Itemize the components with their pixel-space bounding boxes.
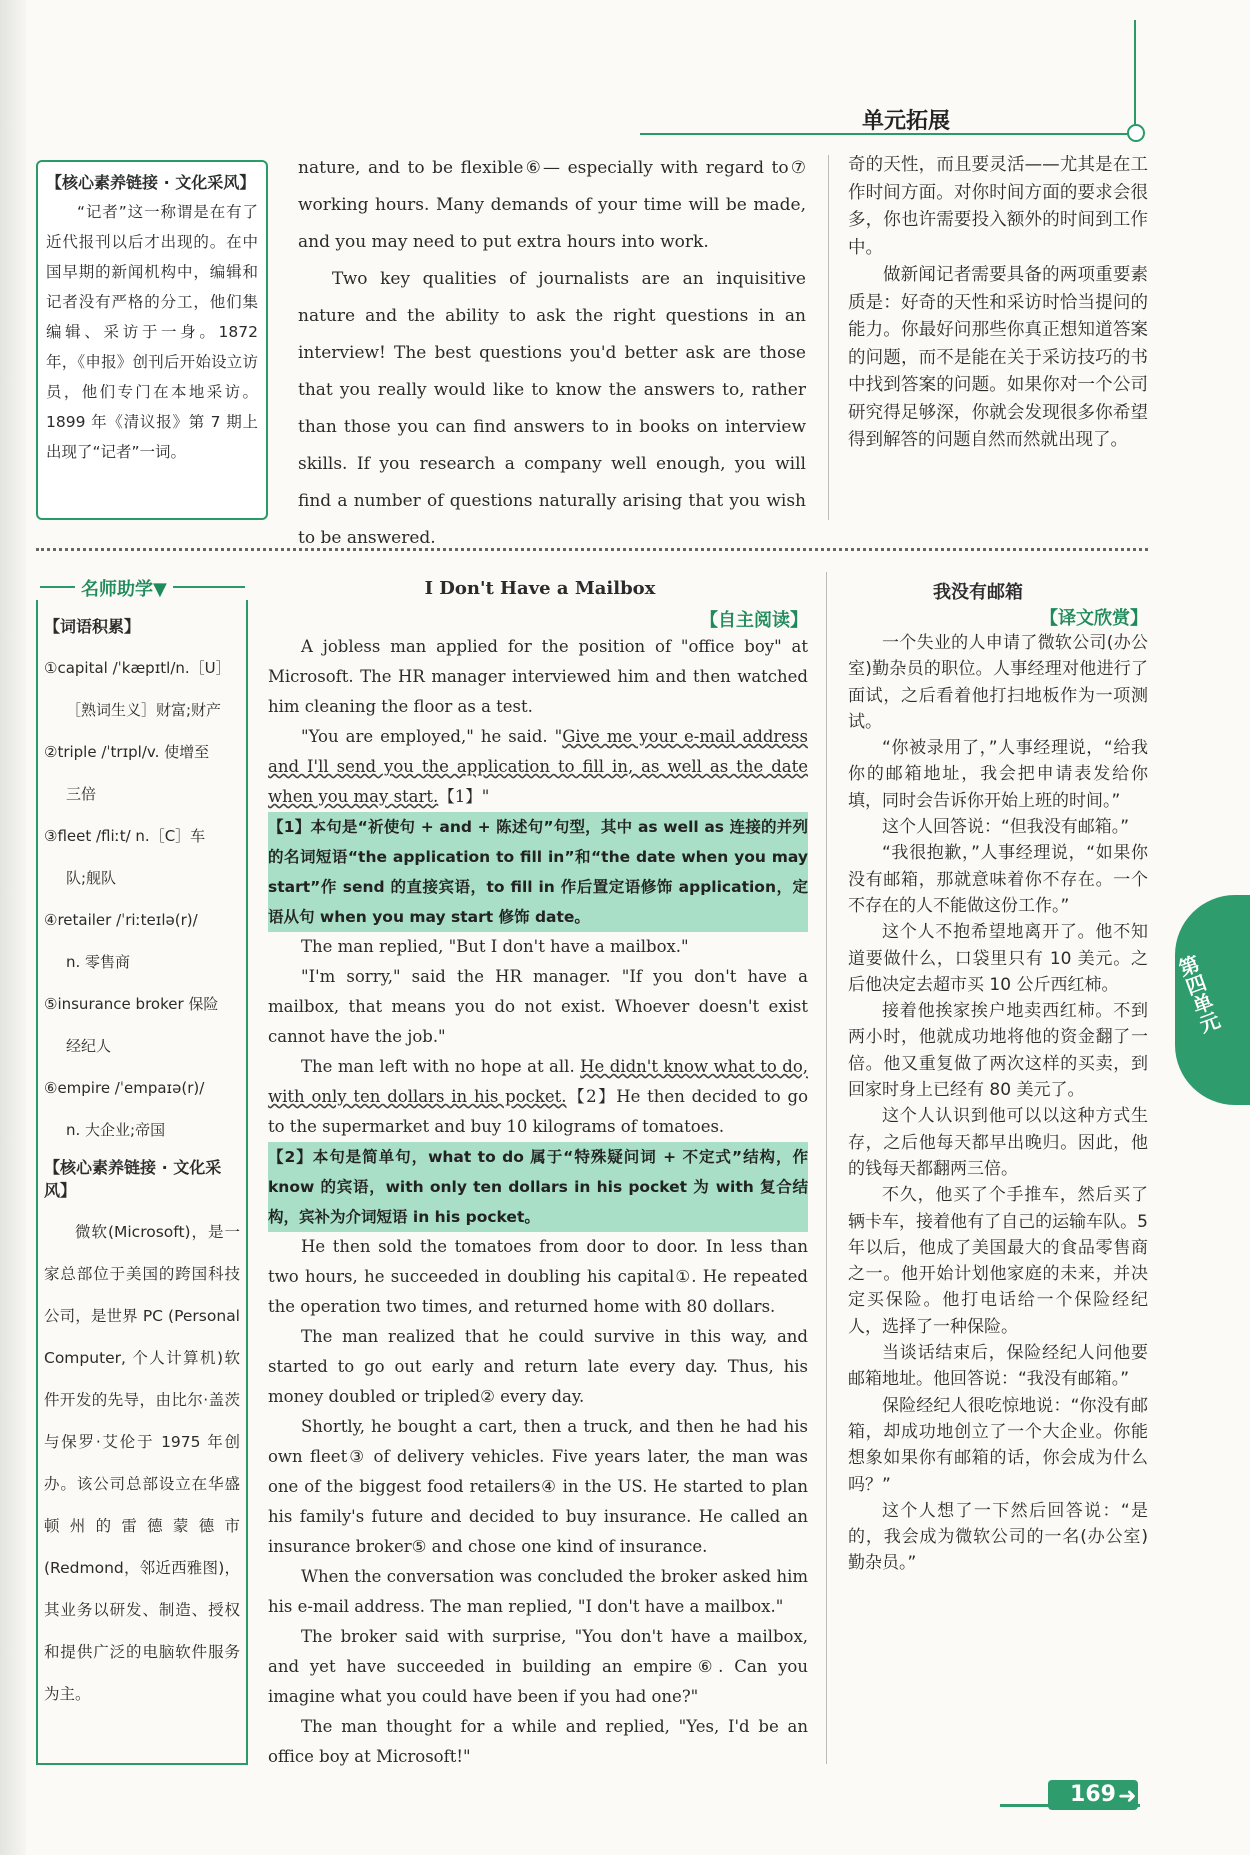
- vocab-list: [44, 647, 240, 1151]
- vocab-item: ③fleet /fliːt/ n.［C］车 队;舰队: [44, 827, 206, 887]
- underlined-sentence-1: Give me your e-mail address and I'll send you the application to fill in, as well as the date when you may start.: [268, 727, 808, 806]
- header-vertical-rule: [1134, 20, 1136, 132]
- column-divider: [826, 572, 827, 1764]
- translation-paragraph: 一个失业的人申请了微软公司(办公室)勤杂员的职位。人事经理对他进行了面试，之后看着他打扫地板作为一项测试。: [848, 633, 1148, 732]
- article-p8: Shortly, he bought a cart, then a truck, and then he had his own fleet③ of delivery vehicles. Five years later, the man was one of the biggest food retailers④ in the US. He started to plan his family's future and decided to buy insurance. He called an insurance broker⑤ and chose one kind of insurance.: [268, 1417, 808, 1556]
- article-p11: The man thought for a while and replied, "Yes, I'd be an office boy at Microsoft!": [268, 1717, 808, 1766]
- grammar-note-2: 【2】本句是简单句，what to do 属于“特殊疑问词 + 不定式”结构，作 know 的宾语，with only ten dollars in his pocket 为 with 复合结构，宾补为介词短语 in his pocket。: [268, 1142, 808, 1232]
- header-bulb-icon: [1127, 124, 1145, 142]
- grammar-note-1: 【1】本句是“祈使句 + and + 陈述句”句型，其中 as well as 连接的并列的名词短语“the application to fill in”和“the date when you may start”作 send 的直接宾语，to fill in 作后置定语修饰 application，定语从句 when you may start 修饰 date。: [268, 812, 808, 932]
- translation-paragraph: 当谈话结束后，保险经纪人问他要邮箱地址。他回答说：“我没有邮箱。”: [848, 1343, 1148, 1390]
- sidebar-header-label: 名师助学▼: [75, 575, 173, 601]
- top-culture-box: [36, 160, 268, 520]
- section-separator: [36, 548, 1148, 551]
- page-arrow-icon: ➜: [1118, 1784, 1137, 1809]
- article-p5: The man left with no hope at all. He didn't know what to do, with only ten dollars in his pocket.【2】He then decided to go to the supermarket and buy 10 kilograms of tomatoes.: [268, 1057, 809, 1136]
- unit-extension-title: 单元拓展: [861, 109, 950, 134]
- top-chinese-text: [848, 152, 1148, 455]
- unit-side-tab-label: 第四单元: [1172, 952, 1223, 1037]
- vocab-item: ④retailer /ˈriːteɪlə(r)/ n. 零售商: [44, 911, 198, 971]
- translation-paragraph: 不久，他买了个手推车，然后买了辆卡车，接着他有了自己的运输车队。5 年以后，他成了美国最大的食品零售商之一。他开始计划他家庭的未来，并决定买保险。他打电话给一个保险经纪人，选择了一种保险。: [848, 1185, 1148, 1337]
- translation-tag: 【译文欣赏】: [1040, 608, 1148, 629]
- top-chinese-p1: 奇的天性，而且要灵活——尤其是在工作时间方面。对你时间方面的要求会很多，你也许需要投入额外的时间到工作中。: [848, 155, 1148, 258]
- article-p10: The broker said with surprise, "You don't have a mailbox, and yet have succeeded in building an empire⑥. Can you imagine what you could have been if you had one?": [268, 1627, 808, 1706]
- top-culture-text: “记者”这一称谓是在有了近代报刊以后才出现的。在中国早期的新闻机构中，编辑和记者没有严格的分工，他们集编辑、采访于一身。1872 年，《申报》创刊后开始设立访员，他们专门在本地采访。1899 年《清议报》第 7 期上出现了“记者”一词。: [46, 203, 258, 461]
- translation-paragraph: 保险经纪人很吃惊地说：“你没有邮箱，却成功地创立了一个大企业。你能想象如果你有邮箱的话，你会成为什么吗？”: [848, 1395, 1148, 1495]
- translation-title: 我没有邮箱: [933, 582, 1023, 603]
- top-chinese-p2: 做新闻记者需要具备的两项重要素质是：好奇的天性和采访时恰当提问的能力。你最好问那些你真正想知道答案的问题，而不是能在关于采访技巧的书中找到答案的问题。如果你对一个公司研究得足够深，你就会发现很多你希望得到解答的问题自然而然就出现了。: [848, 265, 1148, 450]
- article-title: I Don't Have a Mailbox: [424, 578, 656, 599]
- page-number: 169: [1048, 1780, 1138, 1810]
- translation-paragraph: 这个人不抱希望地离开了。他不知道要做什么，口袋里只有 10 美元。之后他决定去超市买 10 公斤西红柿。: [848, 922, 1148, 995]
- translation-body: [848, 630, 1148, 1577]
- article-p4: "I'm sorry," said the HR manager. "If you don't have a mailbox, that means you do not exist. Whoever doesn't exist cannot have the job.": [268, 967, 808, 1046]
- article-p9: When the conversation was concluded the broker asked him his e-mail address. The man replied, "I don't have a mailbox.": [268, 1567, 808, 1616]
- vocab-item: ②triple /ˈtrɪpl/v. 使增至 三倍: [44, 743, 210, 803]
- article-p1: A jobless man applied for the position of "office boy" at Microsoft. The HR manager interviewed him and then watched him cleaning the floor as a test.: [268, 637, 808, 716]
- article-p6: He then sold the tomatoes from door to door. In less than two hours, he succeeded in doubling his capital①. He repeated the operation two times, and returned home with 80 dollars.: [268, 1237, 808, 1316]
- teacher-help-sidebar: [36, 600, 248, 1765]
- article-p2: "You are employed," he said. "Give me your e-mail address and I'll send you the application to fill in, as well as the date when you may start.【1】": [268, 727, 808, 806]
- sidebar-header: [40, 575, 245, 600]
- sidebar-culture-text: 微软(Microsoft)，是一家总部位于美国的跨国科技公司，是世界 PC (Personal Computer, 个人计算机)软件开发的先导，由比尔·盖茨与保罗·艾伦于 1975 年创办。该公司总部设立在华盛顿州的雷德蒙德市(Redmond，邻近西雅图)，其业务以研发、制造、授权和提供广泛的电脑软件服务为主。: [44, 1223, 240, 1703]
- page-edge: [0, 0, 26, 1855]
- translation-paragraph: 这个人回答说：“但我没有邮箱。”: [882, 817, 1130, 838]
- translation-paragraph: 这个人想了一下然后回答说：“是的，我会成为微软公司的一名(办公室)勤杂员。”: [848, 1500, 1148, 1574]
- top-english-text: [298, 150, 806, 557]
- vocab-item: ①capital /ˈkæpɪtl/n.［U］ ［熟词生义］财富;财产: [44, 659, 231, 719]
- translation-paragraph: “我很抱歉，”人事经理说，“如果你没有邮箱，那就意味着你不存在。一个不存在的人不能做这份工作。”: [848, 843, 1148, 916]
- vocab-item: ⑤insurance broker 保险 经纪人: [44, 995, 219, 1055]
- vocab-title: 【词语积累】: [44, 617, 141, 636]
- top-english-p1: nature, and to be flexible⑥— especially with regard to⑦ working hours. Many demands of your time will be made, and you may need to put extra hours into work.: [298, 158, 806, 252]
- article-p7: The man realized that he could survive in this way, and started to go out early and return late every day. Thus, his money doubled or tripled② every day.: [268, 1327, 808, 1406]
- vocab-item: ⑥empire /ˈempaɪə(r)/ n. 大企业;帝国: [44, 1079, 205, 1139]
- sidebar-culture: [44, 1211, 240, 1715]
- article-p3: The man replied, "But I don't have a mailbox.": [301, 937, 689, 956]
- self-reading-tag: 【自主阅读】: [700, 610, 808, 631]
- underlined-sentence-2: He didn't know what to do, with only ten dollars in his pocket.: [268, 1057, 808, 1106]
- translation-paragraph: “你被录用了，”人事经理说，“给我你的邮箱地址，我会把申请表发给你填，同时会告诉你开始上班的时间。”: [848, 738, 1148, 811]
- unit-side-tab: [1172, 895, 1250, 1105]
- top-english-p2: Two key qualities of journalists are an inquisitive nature and the ability to ask the right questions in an interview! The best questions you'd better ask are those that you really would like to know the answers to, rather than those you can find answers to in books on interview skills. If you research a company well enough, you will find a number of questions naturally arising that you wish to be answered.: [298, 269, 806, 548]
- translation-paragraph: 这个人认识到他可以以这种方式生存，之后他每天都早出晚归。因此，他的钱每天都翻两三倍。: [848, 1106, 1148, 1179]
- column-divider: [828, 155, 829, 520]
- sidebar-culture-title: 【核心素养链接 · 文化采风】: [44, 1158, 222, 1200]
- translation-paragraph: 接着他挨家挨户地卖西红柿。不到两小时，他就成功地将他的资金翻了一倍。他又重复做了两次这样的买卖，到回家时身上已经有 80 美元了。: [848, 1001, 1148, 1101]
- article-body: [268, 632, 808, 1772]
- top-culture-title: 【核心素养链接 · 文化采风】: [46, 173, 256, 192]
